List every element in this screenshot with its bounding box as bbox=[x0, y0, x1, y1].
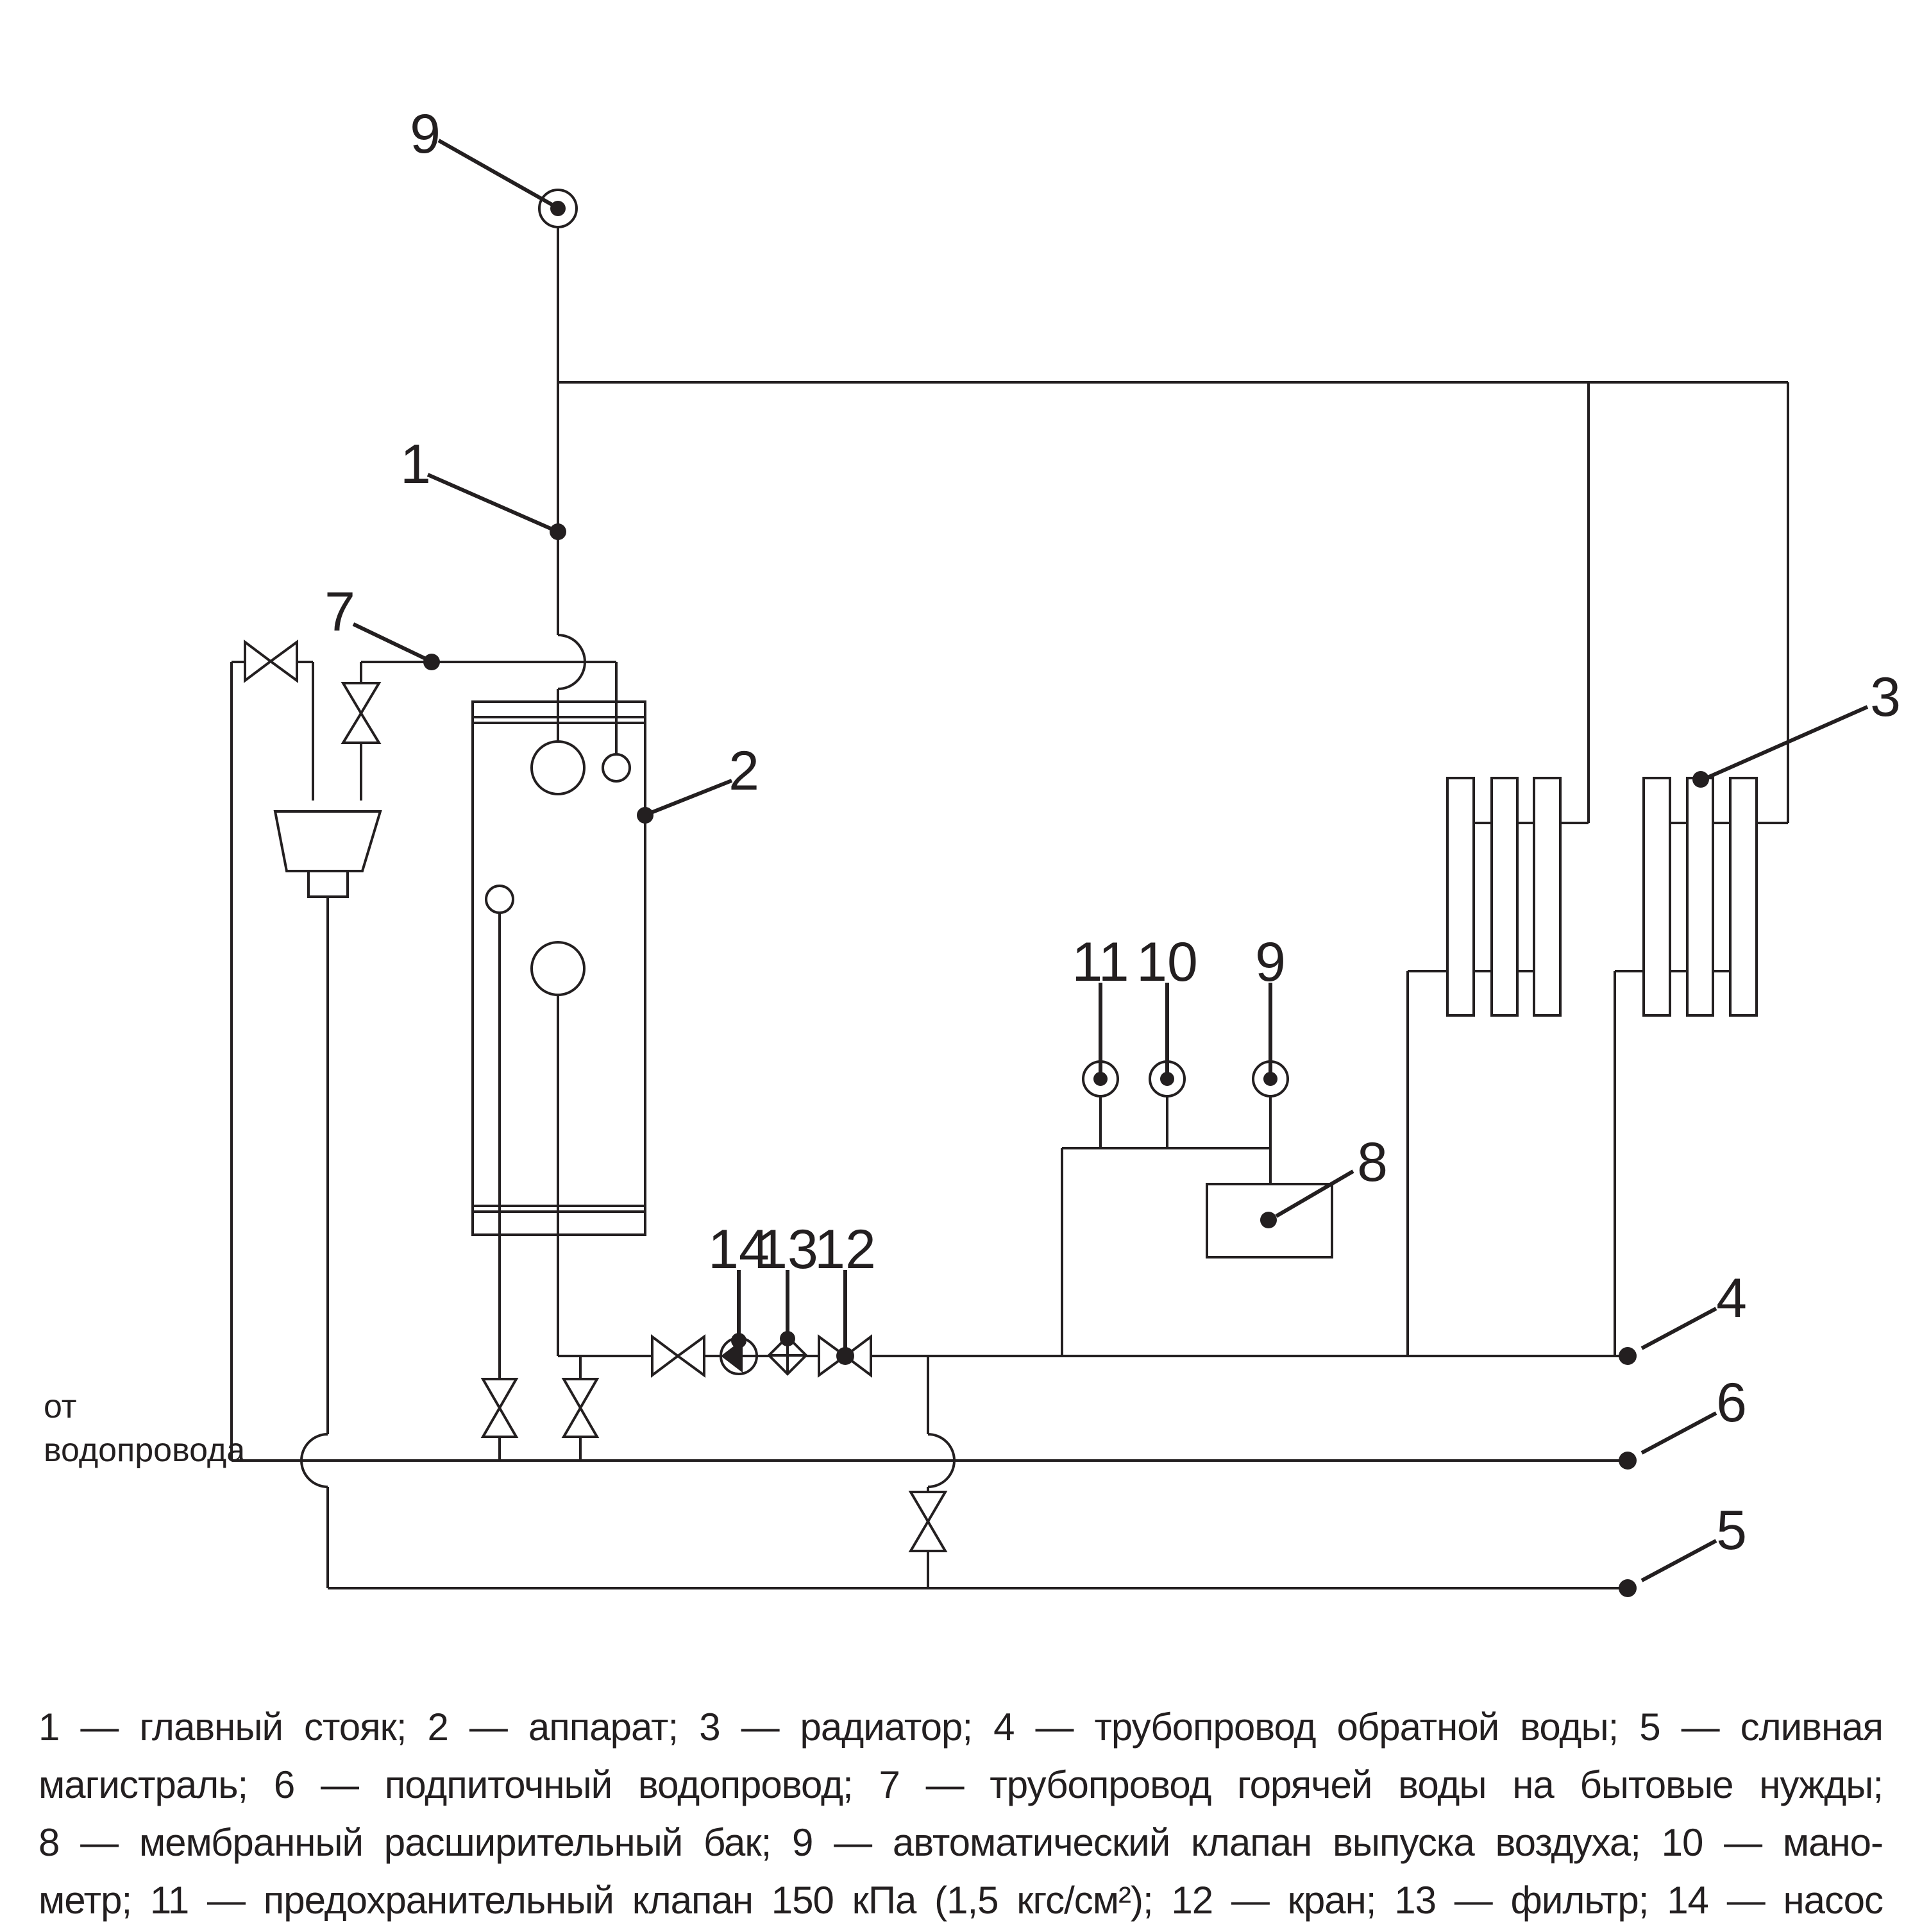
dot-pump bbox=[731, 1333, 746, 1348]
radiator-group-right bbox=[1615, 778, 1788, 1015]
tank-port-small-top bbox=[603, 754, 630, 781]
callout-2: 2 bbox=[729, 740, 759, 802]
callout-10: 10 bbox=[1136, 931, 1198, 993]
dot-air-valve-top bbox=[550, 201, 566, 216]
tank-port-large-top bbox=[532, 741, 584, 794]
tank-port-large-bottom bbox=[532, 942, 584, 995]
radiator-section bbox=[1730, 778, 1757, 1015]
valve-triangle bbox=[564, 1408, 597, 1437]
makeup-fill-valve-b bbox=[564, 1379, 597, 1437]
callout-12: 12 bbox=[814, 1219, 876, 1280]
callout-7: 7 bbox=[325, 581, 355, 643]
callout-14: 14 bbox=[708, 1219, 770, 1280]
tank-drain-valve-a bbox=[483, 1379, 516, 1437]
leader-7 bbox=[353, 624, 430, 661]
valve-triangle bbox=[483, 1379, 516, 1408]
gate-valve bbox=[652, 1337, 704, 1375]
callout-1: 1 bbox=[400, 434, 431, 495]
callout-13: 13 bbox=[757, 1219, 818, 1280]
callout-9-mid: 9 bbox=[1255, 931, 1286, 993]
valve-triangle bbox=[271, 642, 297, 681]
dot-line-6 bbox=[1619, 1452, 1637, 1470]
dot-manometer bbox=[1160, 1072, 1174, 1086]
valve-triangle bbox=[343, 713, 379, 743]
callout-6: 6 bbox=[1716, 1372, 1747, 1434]
callout-11: 11 bbox=[1072, 931, 1129, 993]
leader-9-top bbox=[439, 140, 555, 207]
radiator-section bbox=[1644, 778, 1670, 1015]
radiator-section bbox=[1492, 778, 1517, 1015]
legend bbox=[38, 1699, 1883, 1929]
leader-6 bbox=[1642, 1413, 1716, 1453]
callout-3: 3 bbox=[1870, 666, 1901, 728]
radiator-group-left bbox=[1408, 778, 1589, 1015]
callout-4: 4 bbox=[1716, 1267, 1747, 1329]
radiator-section bbox=[1687, 778, 1713, 1015]
valve-triangle bbox=[564, 1379, 597, 1408]
dot-radiator bbox=[1692, 771, 1709, 788]
radiator-section bbox=[1534, 778, 1560, 1015]
system-drain-valve bbox=[911, 1492, 945, 1551]
valve-triangle bbox=[652, 1337, 678, 1375]
leader-5 bbox=[1642, 1541, 1716, 1580]
funnel-neck bbox=[308, 871, 348, 897]
dot-safety-valve bbox=[1093, 1072, 1108, 1086]
hot-water-tap-valve bbox=[343, 683, 379, 743]
leader-2 bbox=[648, 781, 732, 814]
valve-triangle bbox=[911, 1521, 945, 1551]
valve-triangle bbox=[911, 1492, 945, 1521]
valve-triangle bbox=[343, 683, 379, 713]
water-supply-label bbox=[44, 1388, 245, 1469]
tank-port-small-mid bbox=[486, 886, 513, 913]
callout-9-top: 9 bbox=[410, 103, 441, 165]
callout-8: 8 bbox=[1357, 1131, 1388, 1193]
dot-apparatus bbox=[637, 807, 653, 824]
valve-triangle bbox=[245, 642, 271, 681]
legend-line-4: метр; 11 — предохранительный клапан 150 кПа (1,5 кгс/см²); 12 — кран; 13 — фильтр; 14 — насос bbox=[38, 1879, 1883, 1922]
leader-1 bbox=[428, 475, 558, 532]
callout-5: 5 bbox=[1716, 1500, 1747, 1561]
legend-line-2: магистраль; 6 — подпиточный водопровод; 7 — трубопровод горячей воды на бытовые нужды; bbox=[38, 1763, 1883, 1806]
leader-3 bbox=[1703, 707, 1867, 779]
dot-line-4 bbox=[1619, 1347, 1637, 1365]
dot-air-valve-mid bbox=[1263, 1072, 1277, 1086]
cold-water-valve bbox=[245, 642, 297, 681]
valve-triangle bbox=[678, 1337, 704, 1375]
dot-main-riser bbox=[550, 523, 566, 540]
supply-label-line2: водопровода bbox=[44, 1432, 246, 1469]
leader-4 bbox=[1642, 1309, 1716, 1348]
funnel-cone bbox=[275, 811, 380, 871]
drain-funnel bbox=[275, 811, 380, 897]
dot-line-5 bbox=[1619, 1579, 1637, 1597]
dot-tap bbox=[836, 1347, 854, 1365]
legend-line-1: 1 — главный стояк; 2 — аппарат; 3 — радиатор; 4 — трубопровод обратной воды; 5 — сливная bbox=[38, 1706, 1883, 1749]
dot-hot-water-line bbox=[423, 654, 440, 670]
dot-filter bbox=[780, 1331, 795, 1346]
supply-label-line1: от bbox=[44, 1388, 77, 1425]
dot-expansion-tank bbox=[1260, 1212, 1277, 1228]
radiator-section bbox=[1447, 778, 1474, 1015]
valve-triangle bbox=[483, 1408, 516, 1437]
legend-line-3: 8 — мембранный расширительный бак; 9 — автоматический клапан выпуска воздуха; 10 — мано- bbox=[38, 1821, 1883, 1864]
